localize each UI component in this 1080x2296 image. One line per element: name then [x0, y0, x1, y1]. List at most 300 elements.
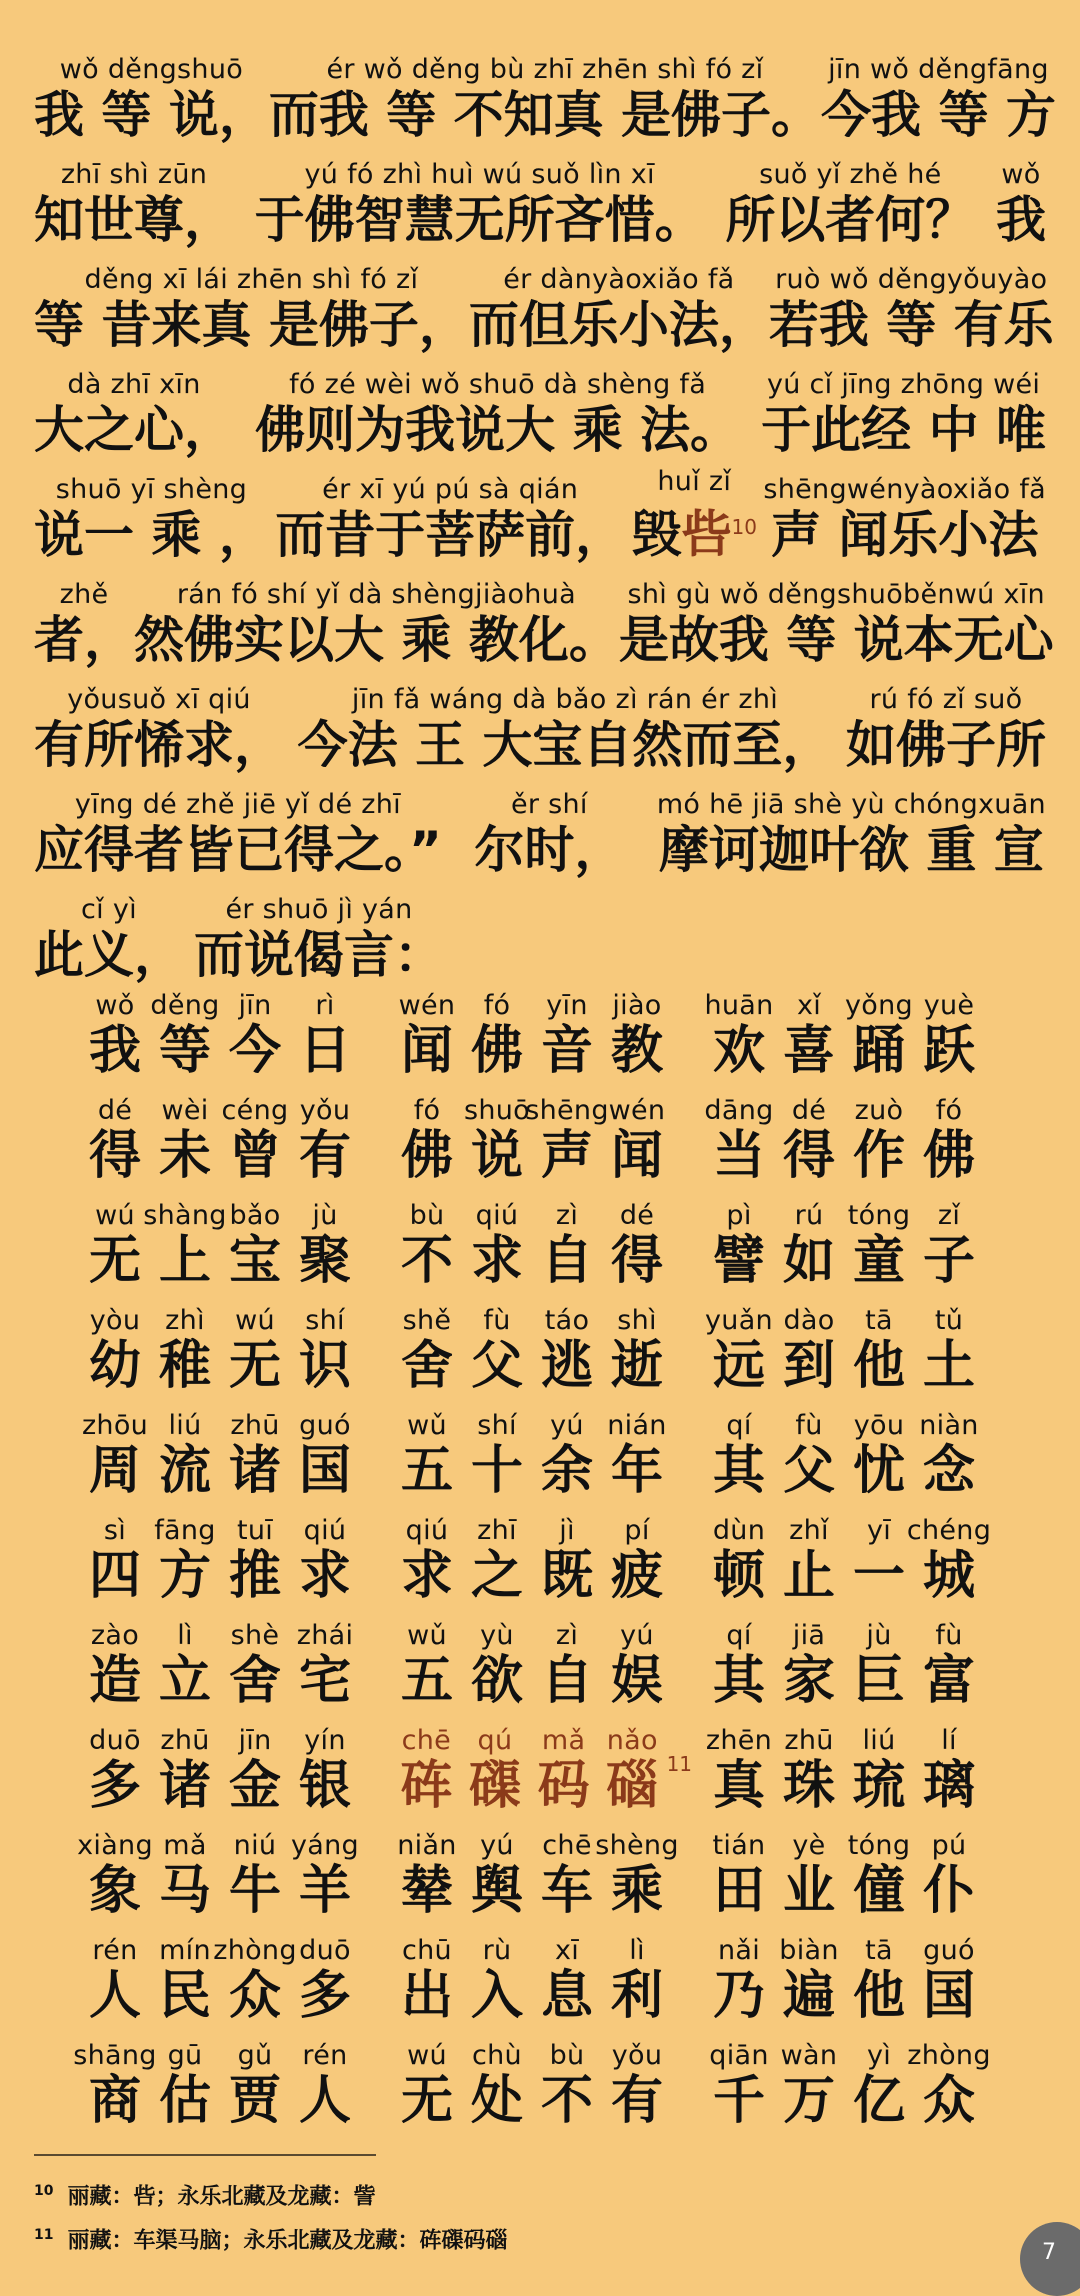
hanzi	[996, 190, 1046, 250]
verse-character	[392, 2041, 462, 2131]
verse-phrase	[704, 1411, 1004, 1501]
pinyin: dào	[783, 1305, 835, 1336]
hanzi: 自	[540, 1231, 593, 1291]
verse-phrase	[392, 1096, 692, 1186]
hanzi: 人	[88, 1966, 141, 2026]
verse-phrase	[80, 1936, 380, 2026]
hanzi: 砗	[400, 1756, 453, 1816]
verse-character	[392, 1726, 461, 1816]
pinyin: jīn	[238, 990, 272, 1021]
pinyin: zhōu	[81, 1410, 149, 1441]
pinyin: qiú	[475, 1200, 519, 1231]
hanzi-text: 而说偈言：	[194, 926, 444, 984]
hanzi: 之	[470, 1546, 523, 1606]
pinyin: yú	[620, 1620, 654, 1651]
text-segment	[619, 580, 1054, 670]
verse-character	[602, 1306, 672, 1396]
verse-phrase	[704, 991, 1004, 1081]
pinyin: jīn	[238, 1725, 272, 1756]
hanzi-text: 然佛实以大 乘 教化。	[134, 611, 619, 669]
verse-phrase	[704, 1516, 1004, 1606]
footnote-marker[interactable]: 10	[731, 515, 757, 540]
pinyin: niú	[233, 1830, 277, 1861]
verse-phrase	[704, 1726, 1004, 1816]
pinyin: tián	[712, 1830, 766, 1861]
hanzi: 其	[712, 1441, 765, 1501]
text-segment	[34, 895, 184, 985]
verse-row	[80, 1186, 1020, 1291]
verse-character	[290, 2041, 360, 2131]
pinyin: shí	[305, 1305, 345, 1336]
pinyin: fāng	[154, 1515, 216, 1546]
verse-character	[462, 1516, 532, 1606]
hanzi: 忧	[852, 1441, 905, 1501]
hanzi	[771, 505, 1038, 565]
hanzi-text: 而但乐小法，	[468, 296, 769, 354]
hanzi: 欲	[470, 1651, 523, 1711]
hanzi: 土	[922, 1336, 975, 1396]
pinyin: zhǐ	[789, 1515, 829, 1546]
hanzi	[469, 295, 769, 355]
footnote-11: $^{11}$ 丽藏：车渠马脑；永乐北藏及龙藏：砗磲码碯	[34, 2227, 508, 2254]
hanzi: 乃	[712, 1966, 765, 2026]
verse-character	[704, 1831, 774, 1921]
hanzi: 周	[88, 1441, 141, 1501]
text-segment	[275, 475, 625, 565]
hanzi-text: 大之心，	[34, 401, 234, 459]
hanzi-text: 说一 乘 ，	[34, 506, 269, 564]
hanzi: 牛	[228, 1861, 281, 1921]
verse-character	[774, 1516, 844, 1606]
pinyin: dé	[619, 1200, 655, 1231]
verse-character	[392, 1201, 462, 1291]
hanzi: 宅	[298, 1651, 351, 1711]
pinyin: niàn	[919, 1410, 979, 1441]
hanzi	[761, 400, 1046, 460]
verse-character	[150, 1306, 220, 1396]
verse-character	[774, 1096, 844, 1186]
hanzi	[821, 85, 1056, 145]
pinyin: pú	[931, 1830, 967, 1861]
pinyin: zǐ	[937, 1200, 961, 1231]
hanzi: 田	[712, 1861, 765, 1921]
verse-character	[220, 991, 290, 1081]
footnote-divider	[34, 2154, 376, 2156]
pinyin: rén	[302, 2040, 348, 2071]
pinyin: suǒ yǐ zhě hé	[759, 159, 942, 190]
hanzi-text: 若我 等 有乐	[768, 296, 1054, 354]
pinyin: huān	[704, 990, 774, 1021]
verse-character	[844, 1096, 914, 1186]
pinyin: yù	[480, 1620, 514, 1651]
pinyin: yōu	[853, 1410, 905, 1441]
hanzi: 多	[88, 1756, 141, 1816]
pinyin: tuī	[236, 1515, 274, 1546]
pinyin: shāng	[73, 2040, 157, 2071]
verse-phrase	[80, 1621, 380, 1711]
verse-character	[462, 1201, 532, 1291]
verse-character	[774, 1306, 844, 1396]
pinyin: wǔ	[407, 1620, 447, 1651]
verse-character	[462, 1936, 532, 2026]
pinyin: yáng	[291, 1830, 359, 1861]
pinyin: niǎn	[397, 1830, 457, 1861]
pinyin: lì	[629, 1935, 645, 1966]
verse-character	[392, 1936, 462, 2026]
verse-phrase	[392, 1306, 692, 1396]
verse-character	[532, 1306, 602, 1396]
pinyin: wǒ	[95, 990, 135, 1021]
verse-character	[914, 1621, 984, 1711]
pinyin: qí	[726, 1410, 752, 1441]
verse-character	[150, 1726, 220, 1816]
pinyin: shí	[477, 1410, 517, 1441]
pinyin: tā	[865, 1305, 893, 1336]
pinyin: duō	[89, 1725, 141, 1756]
hanzi: 四	[88, 1546, 141, 1606]
hanzi: 民	[158, 1966, 211, 2026]
hanzi: 五	[400, 1651, 453, 1711]
pinyin: rén	[92, 1935, 138, 1966]
pinyin: rú	[794, 1200, 824, 1231]
verse-character	[525, 1095, 609, 1186]
hanzi	[34, 400, 234, 460]
prose-section	[34, 40, 1056, 985]
verse-character	[914, 1306, 984, 1396]
hanzi: 巨	[852, 1651, 905, 1711]
hanzi: 逝	[610, 1336, 663, 1396]
verse-row	[80, 1081, 1020, 1186]
pinyin: ruò wǒ děngyǒuyào	[775, 264, 1048, 295]
verse-character	[602, 1096, 672, 1186]
verse-phrase	[80, 1201, 380, 1291]
verse-character	[774, 1831, 844, 1921]
verse-character	[220, 1516, 290, 1606]
verse-character	[914, 1411, 984, 1501]
hanzi-text: 者，	[34, 611, 134, 669]
hanzi-text: 此义，	[34, 926, 184, 984]
hanzi-text: 是故我 等 说本无心	[618, 611, 1054, 669]
pinyin: yú cǐ jīng zhōng wéi	[766, 369, 1041, 400]
pinyin: xǐ	[796, 990, 822, 1021]
hanzi: 求	[470, 1231, 523, 1291]
verse-character	[290, 991, 360, 1081]
hanzi: 求	[298, 1546, 351, 1606]
hanzi: 僮	[852, 1861, 905, 1921]
text-segment	[769, 265, 1054, 355]
hanzi: 识	[298, 1336, 351, 1396]
hanzi-text: 而我 等 不知真 是佛子。	[268, 86, 822, 144]
hanzi: 聚	[298, 1231, 351, 1291]
hanzi-text: 所以者何？	[725, 191, 976, 249]
hanzi: 方	[158, 1546, 211, 1606]
hanzi: 逃	[540, 1336, 593, 1396]
hanzi-text: 而昔于菩萨前，	[275, 506, 626, 564]
hanzi: 他	[852, 1966, 905, 2026]
verse-character	[844, 1306, 914, 1396]
pinyin: ér dànyàoxiǎo fǎ	[503, 264, 735, 295]
verse-character	[844, 1831, 914, 1921]
pinyin: mín	[159, 1935, 211, 1966]
hanzi: 不	[540, 2071, 593, 2131]
verse-phrase	[80, 1726, 380, 1816]
hanzi: 马	[158, 1861, 211, 1921]
hanzi: 念	[922, 1441, 975, 1501]
pinyin: ér xī yú pú sà qián	[322, 474, 579, 505]
hanzi: 流	[158, 1441, 211, 1501]
hanzi: 珠	[782, 1756, 835, 1816]
pinyin: dāng	[704, 1095, 774, 1126]
hanzi: 如	[782, 1231, 835, 1291]
prose-line	[34, 145, 1046, 250]
text-segment	[763, 475, 1046, 565]
verse-character	[844, 1516, 914, 1606]
pinyin: lì	[177, 1620, 193, 1651]
verse-character	[602, 1936, 672, 2026]
verse-character	[704, 1516, 774, 1606]
hanzi: 舆	[470, 1861, 523, 1921]
pinyin: céng	[221, 1095, 289, 1126]
pinyin: gū	[167, 2040, 203, 2071]
pinyin: bù	[409, 1200, 445, 1231]
verse-character	[774, 1411, 844, 1501]
hanzi: 无	[228, 1336, 281, 1396]
pinyin: táo	[544, 1305, 590, 1336]
text-segment	[821, 55, 1056, 145]
hanzi: 欢	[712, 1021, 765, 1081]
hanzi: 到	[782, 1336, 835, 1396]
hanzi: 真	[712, 1756, 765, 1816]
pinyin: rán fó shí yǐ dà shèngjiàohuà	[176, 579, 576, 610]
hanzi: 跃	[922, 1021, 975, 1081]
hanzi: 自	[540, 1651, 593, 1711]
hanzi: 出	[400, 1966, 453, 2026]
hanzi-text: 知世尊，	[34, 191, 234, 249]
pinyin: zhě	[59, 579, 109, 610]
pinyin: jù	[866, 1620, 892, 1651]
text-segment	[298, 685, 833, 775]
pinyin: zào	[90, 1620, 140, 1651]
verse-character	[220, 1096, 290, 1186]
verse-character	[80, 1726, 150, 1816]
text-segment	[255, 160, 705, 250]
pinyin: sì	[103, 1515, 127, 1546]
hanzi: 求	[400, 1546, 453, 1606]
hanzi	[275, 505, 625, 565]
hanzi: 父	[782, 1441, 835, 1501]
hanzi: 辇	[400, 1861, 453, 1921]
pinyin: yīng dé zhě jiē yǐ dé zhī	[74, 789, 401, 820]
footnote-marker[interactable]: 11	[666, 1752, 693, 1776]
verse-character	[80, 1096, 150, 1186]
pinyin: xiàng	[77, 1830, 153, 1861]
pinyin: chē	[542, 1830, 592, 1861]
pinyin: lí	[941, 1725, 957, 1756]
hanzi: 造	[88, 1651, 141, 1711]
hanzi: 我	[88, 1021, 141, 1081]
verse-character	[844, 1726, 914, 1816]
pinyin: yǒng	[845, 990, 913, 1021]
hanzi	[269, 85, 821, 145]
hanzi	[34, 295, 469, 355]
verse-row	[73, 2026, 1020, 2131]
pinyin: zì	[555, 1620, 579, 1651]
text-segment	[846, 685, 1046, 775]
hanzi-text: 如佛子所	[845, 716, 1046, 774]
hanzi: 余	[540, 1441, 593, 1501]
hanzi: 无	[400, 2071, 453, 2131]
hanzi: 人	[298, 2071, 351, 2131]
verse-character	[914, 1726, 984, 1816]
verse-character	[220, 1726, 290, 1816]
verse-character	[462, 1306, 532, 1396]
prose-line	[34, 880, 1046, 985]
pinyin: chē	[401, 1725, 452, 1756]
text-segment	[34, 580, 134, 670]
pinyin: děng	[150, 990, 220, 1021]
hanzi: 国	[922, 1966, 975, 2026]
hanzi	[619, 610, 1054, 670]
text-segment	[134, 580, 619, 670]
verse-character	[150, 991, 220, 1081]
hanzi-text: 于此经 中 唯	[761, 401, 1046, 459]
verse-character	[774, 1726, 844, 1816]
verse-character	[462, 1831, 532, 1921]
verse-phrase	[704, 1621, 1004, 1711]
hanzi: 喜	[782, 1021, 835, 1081]
hanzi-text: 有所悕求，	[34, 716, 284, 774]
verse-character	[220, 1306, 290, 1396]
hanzi: 金	[228, 1756, 281, 1816]
verse-character	[150, 1516, 220, 1606]
pinyin: wǒ děngshuō	[59, 54, 244, 85]
verse-character	[844, 1936, 914, 2026]
verse-character	[80, 1936, 150, 2026]
verse-character	[774, 991, 844, 1081]
verse-phrase	[704, 1306, 1004, 1396]
verse-character	[290, 1306, 360, 1396]
pinyin: zhī	[477, 1515, 517, 1546]
verse-character	[290, 1831, 360, 1921]
verse-section	[73, 976, 1020, 2131]
hanzi: 子	[922, 1231, 975, 1291]
verse-phrase	[392, 2041, 692, 2131]
hanzi: 诸	[158, 1756, 211, 1816]
prose-line	[34, 250, 1054, 355]
text-segment	[474, 790, 624, 880]
hanzi: 上	[158, 1231, 211, 1291]
hanzi: 车	[540, 1861, 593, 1921]
hanzi: 众	[228, 1966, 281, 2026]
pinyin: duō	[299, 1935, 351, 1966]
hanzi: 等	[158, 1021, 211, 1081]
verse-phrase	[392, 991, 692, 1081]
hanzi: 宝	[228, 1231, 281, 1291]
pinyin: qú	[477, 1725, 513, 1756]
pinyin: wǔ	[407, 1410, 447, 1441]
hanzi	[34, 85, 269, 145]
pinyin: wén	[398, 990, 456, 1021]
hanzi: 多	[298, 1966, 351, 2026]
hanzi: 佛	[470, 1021, 523, 1081]
verse-row	[80, 976, 1020, 1081]
hanzi: 银	[298, 1756, 351, 1816]
hanzi	[255, 190, 705, 250]
hanzi-text: 今法 王 大宝自然而至，	[297, 716, 833, 774]
verse-character	[529, 1726, 598, 1816]
verse-character	[220, 2041, 290, 2131]
hanzi: 象	[88, 1861, 141, 1921]
pinyin: yuǎn	[705, 1305, 773, 1336]
hanzi: 处	[470, 2071, 523, 2131]
pinyin: tǔ	[934, 1305, 964, 1336]
pinyin: ér shuō jì yán	[225, 894, 413, 925]
hanzi: 得	[610, 1231, 663, 1291]
text-segment	[34, 790, 442, 880]
verse-phrase	[392, 1516, 692, 1606]
footnotes	[34, 2172, 1034, 2261]
verse-phrase	[392, 1936, 692, 2026]
verse-character	[290, 1096, 360, 1186]
hanzi-text: 应得者皆已得之。”	[34, 821, 442, 879]
verse-character	[532, 1831, 602, 1921]
hanzi: 利	[610, 1966, 663, 2026]
hanzi: 羊	[298, 1861, 351, 1921]
pinyin: shuō	[463, 1095, 530, 1126]
verse-character	[602, 991, 672, 1081]
pinyin: jiào	[612, 990, 662, 1021]
verse-character	[73, 2040, 157, 2131]
verse-character	[461, 1726, 530, 1816]
hanzi: 得	[782, 1126, 835, 1186]
hanzi: 琉	[852, 1756, 905, 1816]
verse-phrase	[704, 1201, 1004, 1291]
hanzi	[34, 715, 284, 775]
verse-character	[80, 1201, 150, 1291]
pinyin: wǒ	[1001, 159, 1041, 190]
verse-phrase	[704, 1831, 1004, 1921]
pinyin: zhái	[296, 1620, 354, 1651]
hanzi: 入	[470, 1966, 523, 2026]
verse-character	[532, 2041, 602, 2131]
hanzi: 息	[540, 1966, 593, 2026]
pinyin: jiā	[792, 1620, 826, 1651]
hanzi: 当	[712, 1126, 765, 1186]
hanzi: 佛	[922, 1126, 975, 1186]
verse-character	[80, 1621, 150, 1711]
prose-line	[34, 40, 1056, 145]
hanzi: 有	[610, 2071, 663, 2131]
verse-phrase	[392, 1411, 692, 1501]
pinyin: zhòng	[907, 2040, 991, 2071]
hanzi	[632, 497, 757, 565]
verse-character	[290, 1621, 360, 1711]
pinyin: rù	[482, 1935, 512, 1966]
pinyin: tóng	[847, 1200, 911, 1231]
verse-row	[80, 1921, 1020, 2026]
verse-phrase	[80, 1096, 380, 1186]
hanzi: 娱	[610, 1651, 663, 1711]
pinyin: chū	[402, 1935, 452, 1966]
pinyin: shì gù wǒ děngshuōběnwú xīn	[627, 579, 1045, 610]
pinyin: fó	[935, 1095, 963, 1126]
verse-phrase	[80, 1516, 380, 1606]
pinyin: dé	[97, 1095, 133, 1126]
pinyin: fù	[935, 1620, 963, 1651]
verse-character	[80, 991, 150, 1081]
hanzi: 富	[922, 1651, 975, 1711]
hanzi: 国	[298, 1441, 351, 1501]
